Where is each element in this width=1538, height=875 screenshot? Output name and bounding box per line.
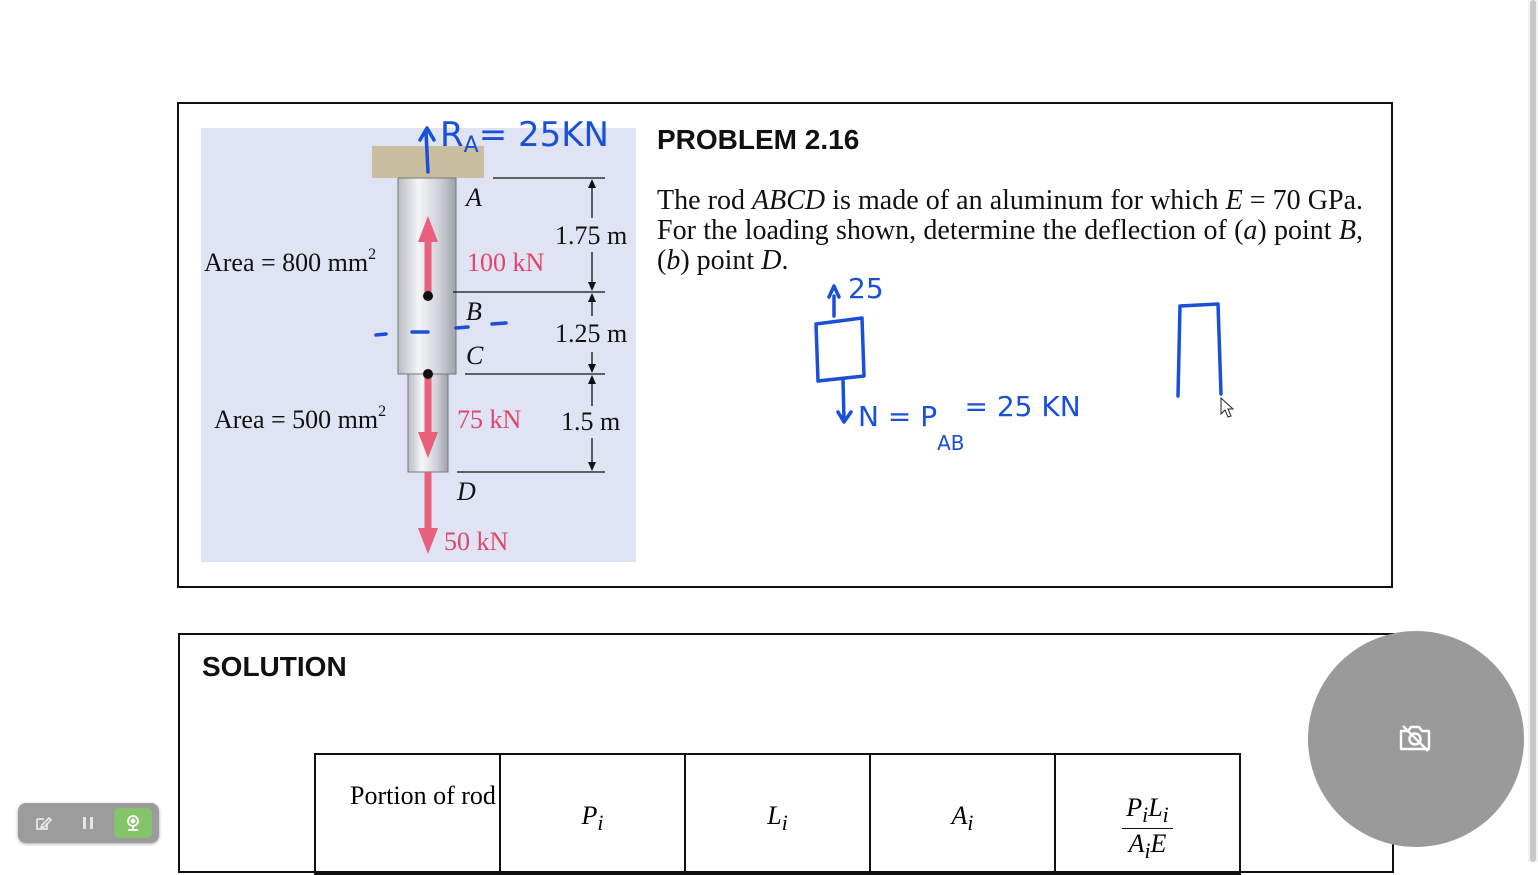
label-length-cd: 1.5 m bbox=[561, 407, 621, 436]
fbd-top-value: 25 bbox=[848, 272, 884, 305]
label-point-d: D bbox=[457, 477, 476, 506]
fbd-internal-label: $N = P_{AB}= 25$ KN bbox=[858, 390, 1081, 455]
rod-figure bbox=[201, 128, 636, 562]
edit-button[interactable] bbox=[24, 808, 62, 838]
point-b-dot bbox=[423, 291, 433, 301]
webcam-overlay[interactable] bbox=[1308, 631, 1524, 847]
header-area: $A_i$ bbox=[870, 754, 1055, 874]
scrollbar-thumb[interactable] bbox=[1530, 0, 1536, 862]
header-portion: Portion of rod bbox=[315, 754, 500, 874]
point-c-dot bbox=[423, 369, 433, 379]
pencil-icon bbox=[34, 814, 52, 832]
problem-title: PROBLEM 2.16 bbox=[657, 124, 860, 155]
rod-diagram bbox=[201, 128, 636, 562]
pause-button[interactable] bbox=[69, 808, 107, 838]
solution-table bbox=[314, 753, 1241, 875]
recording-toolbar bbox=[18, 803, 159, 843]
support-plate bbox=[372, 146, 484, 178]
label-length-bc: 1.25 m bbox=[555, 319, 628, 348]
header-force: $P_i$ bbox=[500, 754, 685, 874]
pause-icon bbox=[81, 815, 95, 831]
label-load-b: 100 kN bbox=[467, 248, 545, 277]
label-point-c: C bbox=[466, 341, 484, 370]
problem-box bbox=[177, 102, 1393, 588]
solution-box bbox=[178, 633, 1394, 873]
header-ratio: $\frac{P_iL_i}{A_iE}$ bbox=[1055, 754, 1240, 874]
camera-off-icon[interactable] bbox=[1398, 723, 1432, 753]
label-area-lower: Area = 500 $mm^2$ bbox=[214, 403, 387, 434]
label-point-a: A bbox=[466, 183, 482, 212]
problem-statement: The rod ABCD is made of an aluminum for which E = 70 GPa. For the loading shown, determine the deflection of (a) point B, (b) point D. bbox=[657, 185, 1363, 276]
webcam-toggle-button[interactable] bbox=[114, 808, 152, 838]
label-point-b: B bbox=[466, 297, 482, 326]
header-length: $L_i$ bbox=[685, 754, 870, 874]
reaction-label: RA= 25KN bbox=[440, 115, 609, 158]
label-area-upper: Area = 800 $mm^2$ bbox=[204, 246, 377, 277]
label-load-c: 75 kN bbox=[457, 405, 522, 434]
table-header-row bbox=[315, 754, 1240, 874]
solution-title: SOLUTION bbox=[202, 651, 347, 682]
label-load-d: 50 kN bbox=[444, 527, 509, 556]
webcam-icon bbox=[124, 814, 142, 832]
label-length-ab: 1.75 m bbox=[555, 221, 628, 250]
